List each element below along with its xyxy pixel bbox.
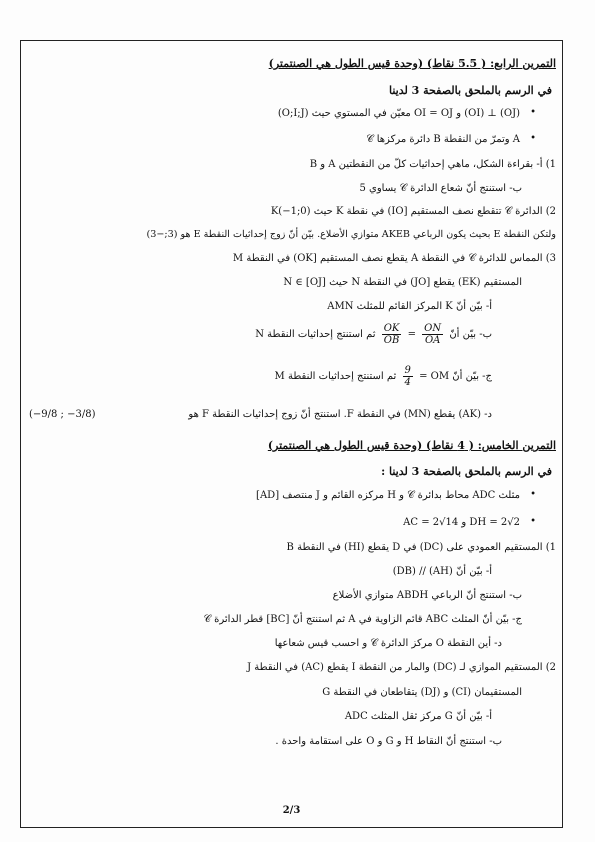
ex4-q3-c-post: ثم استنتج إحداثيات النقطة M bbox=[274, 371, 397, 382]
bullet-icon: • bbox=[530, 133, 536, 144]
exercise-4-intro: في الرسم بالملحق بالصفحة 3 لدينا bbox=[388, 84, 552, 97]
ex4-q2b: ولتكن النقطة E بحيث يكون الرباعي AKEB متوازي الأضلاع. بيّن أنّ زوج إحداثيات النقطة E هو (3;−3) bbox=[146, 229, 556, 240]
fraction-ok-ob: $\frac{OK}{OB}$ bbox=[383, 323, 400, 346]
equals-sign: = bbox=[407, 329, 416, 340]
ex4-q2: 2) الدائرة 𝒞 تتقطع نصف المستقيم [IO) في نقطة K حيث K(−1;0) bbox=[270, 206, 556, 217]
ex4-q1b: ب- استنتج أنّ شعاع الدائرة 𝒞 يساوي 5 bbox=[359, 183, 522, 194]
ex4-q3: 3) المماس للدائرة 𝒞 في النقطة A يقطع نصف المستقيم [OK) في النقطة M bbox=[232, 253, 556, 264]
ex4-q3b: المستقيم (EK) يقطع [JO) في النقطة N حيث N ∈ [OJ] bbox=[283, 277, 522, 288]
fraction-9-4: $\frac{9}{4}$ bbox=[404, 365, 411, 388]
ex5-q1c: ج- بيّن أنّ المثلث ABC قائم الزاوية في A ثم استنتج أنّ [BC] قطر الدائرة 𝒞 bbox=[203, 614, 522, 625]
bullet-icon: • bbox=[530, 516, 536, 527]
ex4-q3-b bbox=[255, 323, 492, 346]
exercise-5-intro: في الرسم بالملحق بالصفحة 3 لدينا : bbox=[381, 465, 552, 478]
bullet-icon: • bbox=[530, 489, 536, 500]
ex5-q1d: د- أين النقطة O مركز الدائرة 𝒞 و احسب قيس شعاعها bbox=[274, 638, 502, 649]
bullet-icon: • bbox=[530, 107, 536, 118]
ex4-given-1: (O;I;J) معيّن في المستوي حيث OI = OJ و (OI) ⊥ (OJ) bbox=[277, 108, 520, 119]
ex4-q1a: 1) أ- بقراءة الشكل، ماهي إحداثيات كلّ من النقطتين A و B bbox=[309, 159, 556, 170]
ex5-q1: 1) المستقيم العمودي على (DC) في D يقطع (HI) في النقطة B bbox=[286, 542, 556, 553]
ex5-q1b: ب- استنتج أنّ الرباعي ABDH متوازي الأضلاع bbox=[332, 590, 522, 601]
ex5-given-1: مثلث ADC محاط بدائرة 𝒞 و H مركزه القائم و J منتصف [AD] bbox=[256, 490, 520, 501]
page-border bbox=[20, 40, 563, 828]
ex4-given-2: 𝒞 دائرة مركزها B وتمرّ من النقطة A bbox=[366, 134, 520, 145]
ex5-q2c: ب- استنتج أنّ النقاط H و G و O على استقامة واحدة . bbox=[275, 736, 502, 747]
ex4-q3-b-pre: ب- بيّن أنّ bbox=[449, 329, 492, 340]
ex4-q3-c bbox=[275, 365, 492, 388]
exercise-4-title: التمرين الرابع: ( 5.5 نقاط) (وحدة قيس الطول هي الصنتمتر) bbox=[268, 57, 556, 70]
ex4-q3-c-pre: ج- بيّن أنّ OM = bbox=[419, 371, 492, 382]
ex4-q3-a: أ- بيّن أنّ K المركز القائم للمثلث AMN bbox=[327, 301, 492, 312]
ex5-q2b: المستقيمان (CI) و (DJ) يتقاطعان في النقطة G bbox=[322, 687, 522, 698]
ex5-given-2: AC = 2√14 و DH = 2√2 bbox=[403, 517, 520, 528]
ex4-q3-b-post: ثم استنتج إحداثيات النقطة N bbox=[255, 329, 376, 340]
page-number: 2/3 bbox=[282, 805, 301, 816]
ex5-q1a: أ- بيّن أنّ (AH) // (DB) bbox=[392, 566, 492, 577]
fraction-on-oa: $\frac{ON}{OA}$ bbox=[424, 323, 442, 346]
ex4-q3-d-coordinates: (−9/8 ; −3/8) bbox=[29, 409, 96, 420]
ex5-q2: 2) المستقيم الموازي لـ (DC) والمار من النقطة I يقطع (AC) في النقطة J bbox=[247, 662, 556, 673]
ex5-q2a: أ- بيّن أنّ G مركز ثقل المثلث ADC bbox=[344, 711, 492, 722]
ex4-q3-d: د- (AK) يقطع (MN) في النقطة F. استنتج أنّ زوج إحداثيات النقطة F هو bbox=[188, 409, 492, 420]
exercise-5-title: التمرين الخامس: ( 4 نقاط) (وحدة قيس الطول هي الصنتمتر) bbox=[267, 439, 556, 452]
